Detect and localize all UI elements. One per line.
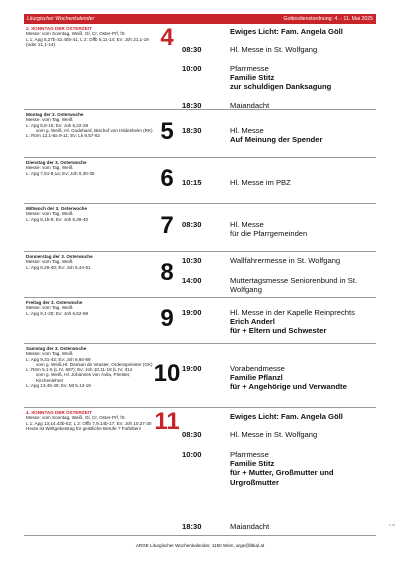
event-line: Wallfahrermesse in St. Wolfgang (230, 256, 341, 265)
liturgy-info (26, 300, 156, 316)
liturgy-info (26, 112, 156, 138)
event-line: Pfarrmesse (230, 64, 269, 73)
event-line: Maiandacht (230, 522, 270, 531)
liturgy-line: L: Apg 6,8-15; Ev: Joh 6,22-29 (26, 122, 89, 128)
event-line: zur schuldigen Danksagung (230, 82, 332, 92)
event-time: 10:00 (182, 450, 202, 459)
event-line: Auf Meinung der Spender (230, 135, 323, 145)
event-time: 19:00 (182, 364, 202, 373)
liturgy-info (26, 346, 156, 388)
event-text (230, 45, 375, 54)
liturgy-line: L: Röm 5,1-5 (L IV, 697); Ev: Joh 10,11-18 (L IV, 314 (26, 367, 133, 373)
header-left: Liturgischer Wochenkalender (27, 16, 95, 22)
event-time: 10:30 (182, 256, 202, 265)
liturgy-line: Messe: vom Tag, Weiß (26, 211, 73, 217)
liturgy-line: Messe: vom Tag, Weiß (26, 165, 73, 171)
event-time: 08:30 (182, 430, 202, 439)
event-line: Hl. Messe in St. Wolfgang (230, 45, 318, 54)
event-time: 08:30 (182, 220, 202, 229)
liturgy-line: L: Apg 9,1-20; Ev: Joh 6,52-59 (26, 310, 89, 316)
liturgy-title: Freitag der 3. Osterwoche (26, 300, 83, 305)
event-time: 18:30 (182, 522, 202, 531)
liturgy-info (26, 410, 156, 431)
liturgy-title: Dienstag der 3. Osterwoche (26, 160, 87, 165)
event-text (230, 522, 375, 531)
liturgy-line: Messe: vom Tag, Weiß (26, 259, 73, 265)
event-line: Urgroßmutter (230, 477, 279, 487)
liturgy-line: Heute ist Weltgebetstag für geistliche Berufe ? Fürbitten! (26, 425, 142, 431)
day-number: 7 (160, 212, 174, 239)
event-line: Hl. Messe (230, 220, 264, 229)
event-line: Hl. Messe in St. Wolfgang (230, 430, 318, 439)
event-text (230, 256, 375, 265)
edge-note: u.at (389, 523, 395, 527)
liturgy-info (26, 206, 156, 222)
liturgy-line: Messe: vom Tag, Weiß (26, 351, 73, 357)
event-text (230, 27, 375, 36)
event-text (230, 276, 375, 294)
liturgy-title: 2. SONNTAG DER OSTERZEIT (26, 26, 92, 31)
event-text (230, 101, 375, 110)
day-row (24, 110, 376, 158)
event-time: 08:30 (182, 45, 202, 54)
event-line: Muttertagsmesse Seniorenbund in St. (230, 276, 358, 285)
event-line: Hl. Messe in der Kapelle Reinprechts (230, 308, 355, 317)
liturgy-info (26, 160, 156, 176)
event-line: Familie Stitz (230, 73, 275, 83)
event-text (230, 430, 375, 439)
event-line: Familie Pflanzl (230, 373, 283, 383)
footer-text: ARGE Liturgischer Wochenkalender, 1150 Wien, arge@litkal.at (135, 543, 265, 548)
event-line: für die Pfarrgemeinden (230, 229, 308, 239)
liturgy-line: L: Apg 9,31-42; Ev: Joh 6,60-69 (26, 356, 91, 362)
event-time: 14:00 (182, 276, 202, 285)
event-text (230, 450, 375, 487)
header-right: Gottesdienstordnung: 4. - 11. Mai 2025 (283, 16, 373, 22)
event-line: Vorabendmesse (230, 364, 285, 373)
liturgy-title: Mittwoch der 3. Osterwoche (26, 206, 88, 211)
event-line: Hl. Messe im PBZ (230, 178, 291, 187)
event-text (230, 178, 375, 187)
event-line: Familie Stitz (230, 459, 275, 469)
day-row (24, 252, 376, 298)
event-time: 18:30 (182, 101, 202, 110)
liturgy-line: vom g. Weiß,Hl. Damian de Veuster, Ordenspriester (GK) (36, 361, 153, 367)
event-line: Hl. Messe (230, 126, 264, 135)
event-time: 19:00 (182, 308, 202, 317)
liturgy-info (26, 254, 156, 270)
event-time: 10:15 (182, 178, 202, 187)
day-row (24, 204, 376, 252)
liturgy-line: Messe: vom Sonntag, Weiß, Gl, Cr, Oster-Prf, fS (26, 415, 125, 421)
liturgy-title: Donnerstag der 3. Osterwoche (26, 254, 93, 259)
day-number: 8 (160, 259, 174, 286)
event-line: für + Angehörige und Verwandte (230, 382, 347, 392)
liturgy-line: L: Apg 7,51-8,1a; Ev: Joh 6,30-35 (26, 170, 95, 176)
liturgy-line: Messe: vom Sonntag, Weiß, Gl, Cr, Oster-Prf, fS (26, 31, 125, 37)
event-text (230, 64, 375, 92)
liturgy-line: vom g. Weiß, Hl. Godehard, Bischof von Hildesheim (RK) (36, 127, 153, 133)
event-line: Ewiges Licht: Fam. Angela Göll (230, 412, 343, 421)
day-row (24, 24, 376, 110)
event-line: für + Eltern und Schwester (230, 326, 327, 336)
event-line: Ewiges Licht: Fam. Angela Göll (230, 27, 343, 36)
event-line: Wolfgang (230, 285, 262, 295)
event-line: Maiandacht (230, 101, 270, 110)
liturgy-title: Montag der 3. Osterwoche (26, 112, 84, 117)
event-time: 10:00 (182, 64, 202, 73)
day-number: 11 (154, 408, 180, 435)
day-row (24, 344, 376, 408)
day-row (24, 298, 376, 344)
day-row (24, 408, 376, 536)
liturgy-line: Messe: vom Tag, Weiß (26, 117, 73, 123)
event-line: für + Mutter, Großmutter und (230, 468, 334, 478)
liturgy-line: L 1: Apg 13,14.43b-52; L 2: Offb 7,9.14b-17; Ev: Joh 10,27-30 (26, 420, 152, 426)
event-text (230, 126, 375, 144)
event-line: Erich Anderl (230, 317, 275, 327)
event-text (230, 412, 375, 421)
day-number: 4 (160, 24, 174, 51)
liturgy-line: vom g. Weiß, Hl. Johannes von Ávila, Priester, Kirchenlehrer (36, 372, 131, 383)
liturgy-line: L: Apg 13,46-49; Ev: Mt 5,13-19 (26, 383, 91, 389)
liturgy-info (26, 26, 156, 47)
liturgy-line: L: Röm 12,1-8a 9-11; Ev: Lk 9,57-62 (26, 133, 100, 139)
event-text (230, 308, 375, 336)
day-number: 5 (160, 118, 174, 145)
event-line: Pfarrmesse (230, 450, 269, 459)
liturgy-line: L: Apg 8,1b-8; Ev: Joh 6,35-40 (26, 216, 89, 222)
day-number: 6 (160, 165, 174, 192)
liturgy-line: Messe: vom Tag, Weiß (26, 305, 73, 311)
event-text (230, 364, 375, 392)
day-row (24, 158, 376, 204)
liturgy-title: Samstag der 3. Osterwoche (26, 346, 87, 351)
calendar-header (24, 14, 376, 24)
event-time: 18:30 (182, 126, 202, 135)
day-number: 9 (160, 305, 174, 332)
day-number: 10 (153, 360, 181, 387)
liturgy-line: L: Apg 8,26-40; Ev: Joh 6,44-51 (26, 264, 91, 270)
event-text (230, 220, 375, 238)
liturgy-title: 4. SONNTAG DER OSTERZEIT (26, 410, 92, 415)
liturgy-line: L 1: Apg 5,27b-32.40b-41; L 2: Offb 5,11-14; Ev: Joh 21,1-19 (oder 21,1-14) (26, 36, 149, 47)
